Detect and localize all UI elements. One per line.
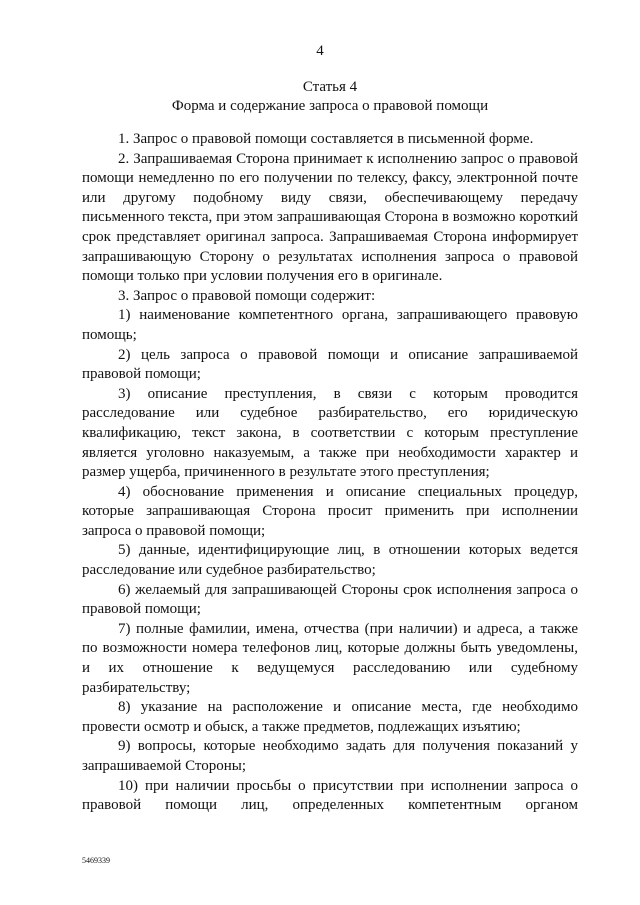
list-item-8: 8) указание на расположение и описание места, где необходимо провести осмотр и обыск, а также предметов, подлежащих изъятию;	[82, 699, 578, 735]
document-code: 5469339	[82, 856, 110, 865]
article-subtitle: Форма и содержание запроса о правовой помощи	[171, 98, 489, 114]
paragraph-3: 3. Запрос о правовой помощи содержит:	[118, 287, 376, 304]
list-item-4: 4) обоснование применения и описание специальных процедур, которые запрашивающая Сторона просит применить при исполнении запроса о правовой помощи;	[82, 483, 578, 539]
list-item-9: 9) вопросы, которые необходимо задать для получения показаний у запрашиваемой Стороны;	[82, 738, 578, 774]
paragraph-1: 1. Запрос о правовой помощи составляется в письменной форме.	[118, 131, 534, 147]
list-item-6: 6) желаемый для запрашивающей Стороны срок исполнения запроса о правовой помощи;	[82, 581, 578, 618]
article-body	[82, 130, 578, 816]
article-title: Статья 4	[302, 79, 358, 95]
list-item-1: 1) наименование компетентного органа, запрашивающего правовую помощь;	[82, 307, 578, 343]
list-item-5: 5) данные, идентифицирующие лиц, в отношении которых ведется расследование или судебное разбирательство;	[82, 542, 578, 579]
list-item-7: 7) полные фамилии, имена, отчества (при наличии) и адреса, а также по возможности номера телефонов лиц, которые должны быть уведомлены, и их отношение к ведущемуся расследованию или судебному разбирательству;	[82, 620, 578, 696]
list-item-10: 10) при наличии просьбы о присутствии при исполнении запроса о правовой помощи лиц, определенных компетентным органом	[82, 777, 578, 814]
page-number: 4	[316, 43, 324, 59]
paragraph-2: 2. Запрашиваемая Сторона принимает к исполнению запрос о правовой помощи немедленно по его получении по телексу, факсу, электронной почте или другому подобному виду связи, обеспечивающему передачу письменного текста, при этом запрашивающая Сторона в возможно короткий срок представляет оригинал запроса. Запрашиваемая Сторона информирует запрашивающую Сторону о результатах исполнения запроса о правовой помощи только при условии получения его в оригинале.	[82, 150, 578, 285]
article-heading	[82, 78, 578, 116]
list-item-2: 2) цель запроса о правовой помощи и описание запрашиваемой правовой помощи;	[82, 346, 578, 383]
list-item-3: 3) описание преступления, в связи с которым проводится расследование или судебное разбирательство, его юридическую квалификацию, текст закона, в соответствии с которым преступление является уголовно наказуемым, а также при необходимости характер и размер ущерба, причиненного в результате этого преступления;	[82, 385, 578, 481]
